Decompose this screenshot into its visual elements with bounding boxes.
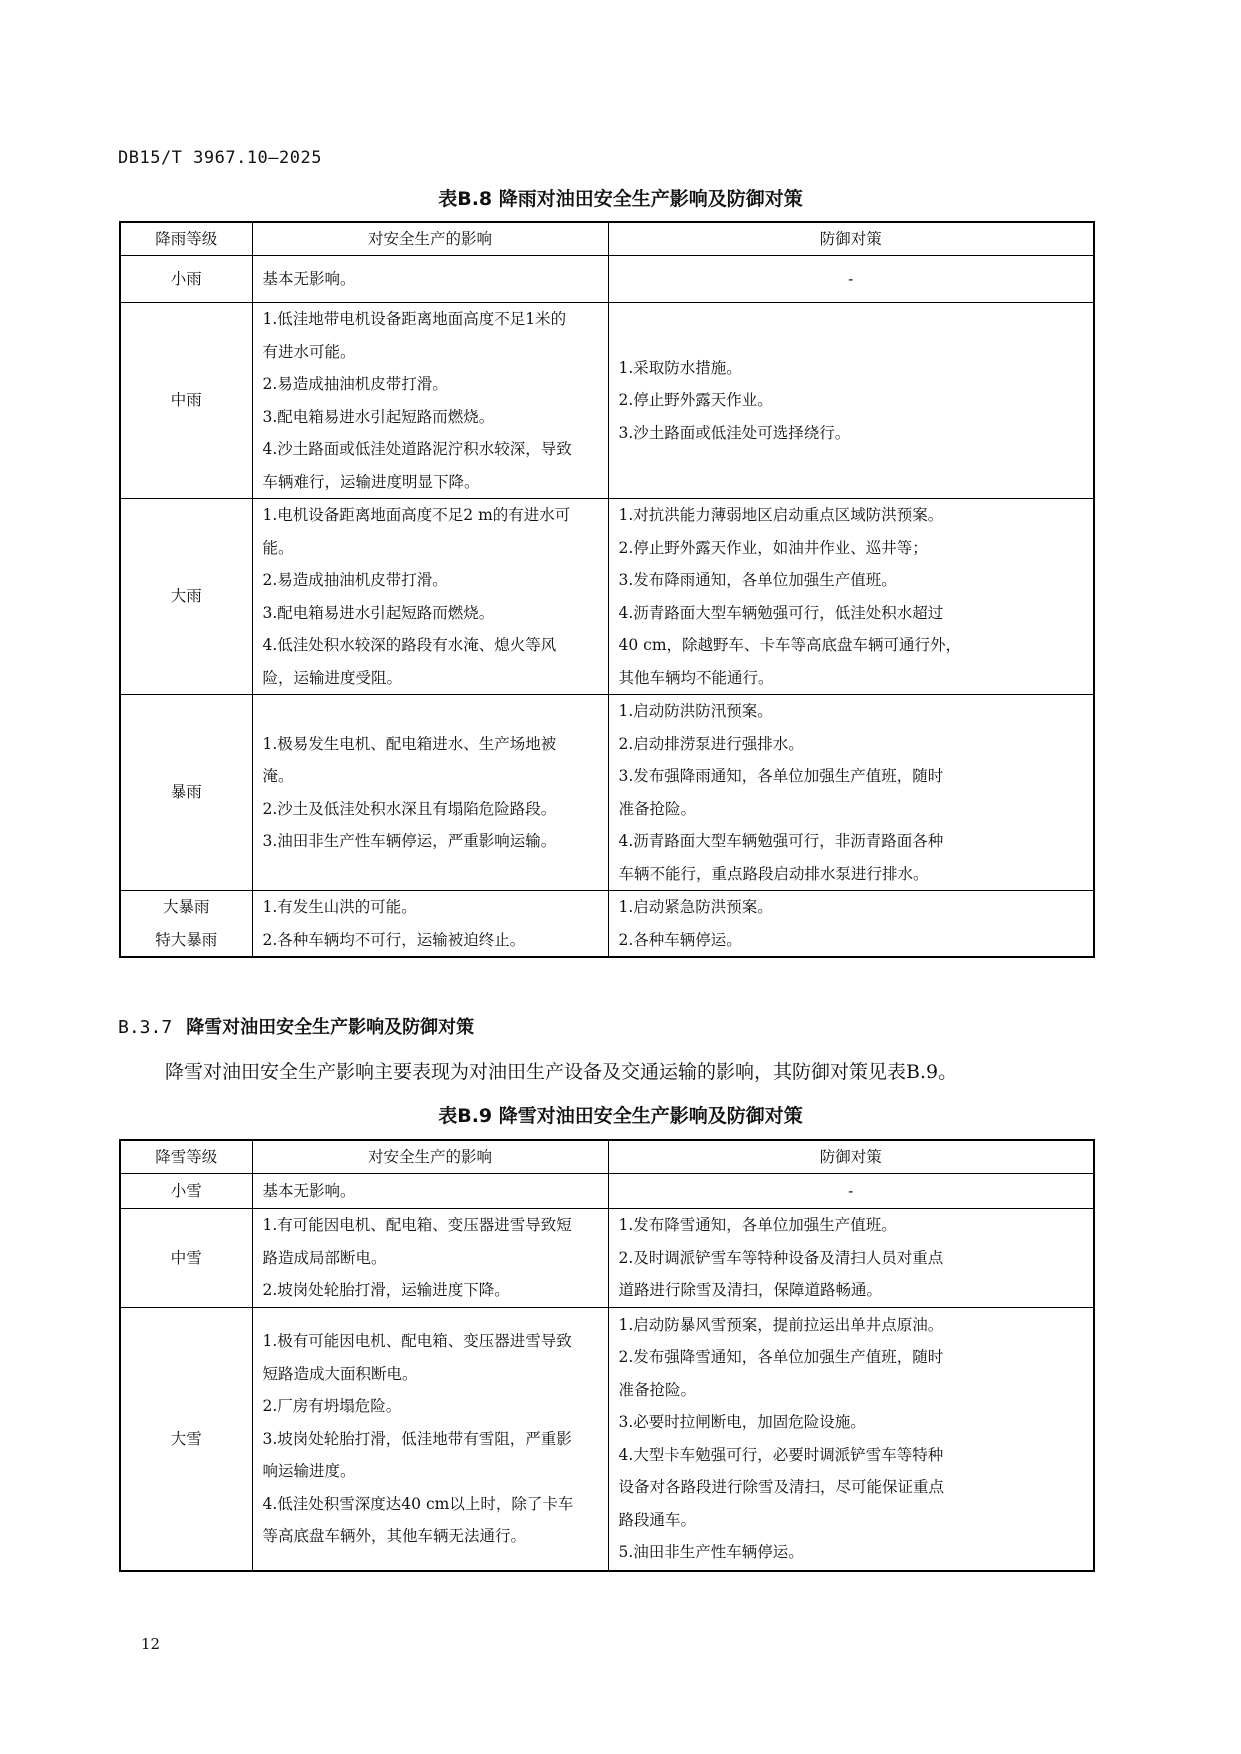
body-paragraph: 降雪对油田安全生产影响主要表现为对油田生产设备及交通运输的影响，其防御对策见表B.9。 — [165, 1061, 958, 1083]
measures-cell: 1.发布降雪通知，各单位加强生产值班。 2.及时调派铲雪车等特种设备及清扫人员对重点 道路进行除雪及清扫，保障道路畅通。 — [608, 1209, 1094, 1308]
impact-cell: 1.极有可能因电机、配电箱、变压器进雪导致 短路造成大面积断电。 2.厂房有坍塌危险。 3.坡岗处轮胎打滑，低洼地带有雪阻，严重影 响运输进度。 4.低洼处积雪深度达40 cm以上时，除了卡车 等高底盘车辆外，其他车辆无法通行。 — [252, 1307, 608, 1571]
table-row — [120, 256, 1094, 303]
measures-cell: 1.对抗洪能力薄弱地区启动重点区域防洪预案。 2.停止野外露天作业，如油井作业、巡井等； 3.发布降雨通知，各单位加强生产值班。 4.沥青路面大型车辆勉强可行，低洼处积水超过 40 cm，除越野车、卡车等高底盘车辆可通行外， 其他车辆均不能通行。 — [608, 499, 1094, 695]
section-title: 降雪对油田安全生产影响及防御对策 — [186, 1017, 475, 1038]
table-row — [120, 303, 1094, 499]
impact-cell: 基本无影响。 — [252, 256, 608, 303]
column-header: 对安全生产的影响 — [252, 222, 608, 256]
table-row — [120, 1174, 1094, 1209]
level-cell: 小雪 — [120, 1174, 252, 1209]
level-cell: 大暴雨 特大暴雨 — [120, 891, 252, 958]
table-b9-caption: 表B.9 降雪对油田安全生产影响及防御对策 — [438, 1105, 803, 1127]
standard-number: DB15/T 3967.10—2025 — [118, 148, 322, 168]
table-row — [120, 499, 1094, 695]
table-row — [120, 1307, 1094, 1571]
impact-cell: 1.低洼地带电机设备距离地面高度不足1米的 有进水可能。 2.易造成抽油机皮带打滑。 3.配电箱易进水引起短路而燃烧。 4.沙土路面或低洼处道路泥泞积水较深，导致 车辆难行，运输进度明显下降。 — [252, 303, 608, 499]
measures-cell: - — [608, 1174, 1094, 1209]
measures-cell: 1.启动防洪防汛预案。 2.启动排涝泵进行强排水。 3.发布强降雨通知，各单位加强生产值班，随时 准备抢险。 4.沥青路面大型车辆勉强可行，非沥青路面各种 车辆不能行，重点路段启动排水泵进行排水。 — [608, 695, 1094, 891]
measures-cell: 1.采取防水措施。 2.停止野外露天作业。 3.沙土路面或低洼处可选择绕行。 — [608, 303, 1094, 499]
table-b8-caption: 表B.8 降雨对油田安全生产影响及防御对策 — [438, 188, 803, 210]
level-cell: 中雪 — [120, 1209, 252, 1308]
measures-cell: - — [608, 256, 1094, 303]
column-header: 防御对策 — [608, 222, 1094, 256]
level-cell: 小雨 — [120, 256, 252, 303]
level-cell: 中雨 — [120, 303, 252, 499]
table-row — [120, 1209, 1094, 1308]
measures-cell: 1.启动紧急防洪预案。 2.各种车辆停运。 — [608, 891, 1094, 958]
column-header: 降雪等级 — [120, 1140, 252, 1174]
column-header: 对安全生产的影响 — [252, 1140, 608, 1174]
page-number: 12 — [141, 1635, 161, 1653]
table-b8 — [119, 221, 1095, 958]
table-row — [120, 695, 1094, 891]
level-cell: 大雨 — [120, 499, 252, 695]
table-b9 — [119, 1139, 1095, 1572]
level-cell: 大雪 — [120, 1307, 252, 1571]
impact-cell: 1.极易发生电机、配电箱进水、生产场地被 淹。 2.沙土及低洼处积水深且有塌陷危险路段。 3.油田非生产性车辆停运，严重影响运输。 — [252, 695, 608, 891]
impact-cell: 1.有可能因电机、配电箱、变压器进雪导致短 路造成局部断电。 2.坡岗处轮胎打滑，运输进度下降。 — [252, 1209, 608, 1308]
section-heading — [118, 1013, 474, 1039]
column-header: 降雨等级 — [120, 222, 252, 256]
measures-cell: 1.启动防暴风雪预案，提前拉运出单井点原油。 2.发布强降雪通知，各单位加强生产值班，随时 准备抢险。 3.必要时拉闸断电，加固危险设施。 4.大型卡车勉强可行，必要时调派铲雪车等特种 设备对各路段进行除雪及清扫，尽可能保证重点 路段通车。 5.油田非生产性车辆停运。 — [608, 1307, 1094, 1571]
section-number: B.3.7 — [118, 1017, 173, 1038]
impact-cell: 1.电机设备距离地面高度不足2 m的有进水可 能。 2.易造成抽油机皮带打滑。 3.配电箱易进水引起短路而燃烧。 4.低洼处积水较深的路段有水淹、熄火等风 险，运输进度受阻。 — [252, 499, 608, 695]
impact-cell: 基本无影响。 — [252, 1174, 608, 1209]
level-cell: 暴雨 — [120, 695, 252, 891]
table-row — [120, 891, 1094, 958]
table-header-row — [120, 1140, 1094, 1174]
column-header: 防御对策 — [608, 1140, 1094, 1174]
impact-cell: 1.有发生山洪的可能。 2.各种车辆均不可行，运输被迫终止。 — [252, 891, 608, 958]
table-header-row — [120, 222, 1094, 256]
